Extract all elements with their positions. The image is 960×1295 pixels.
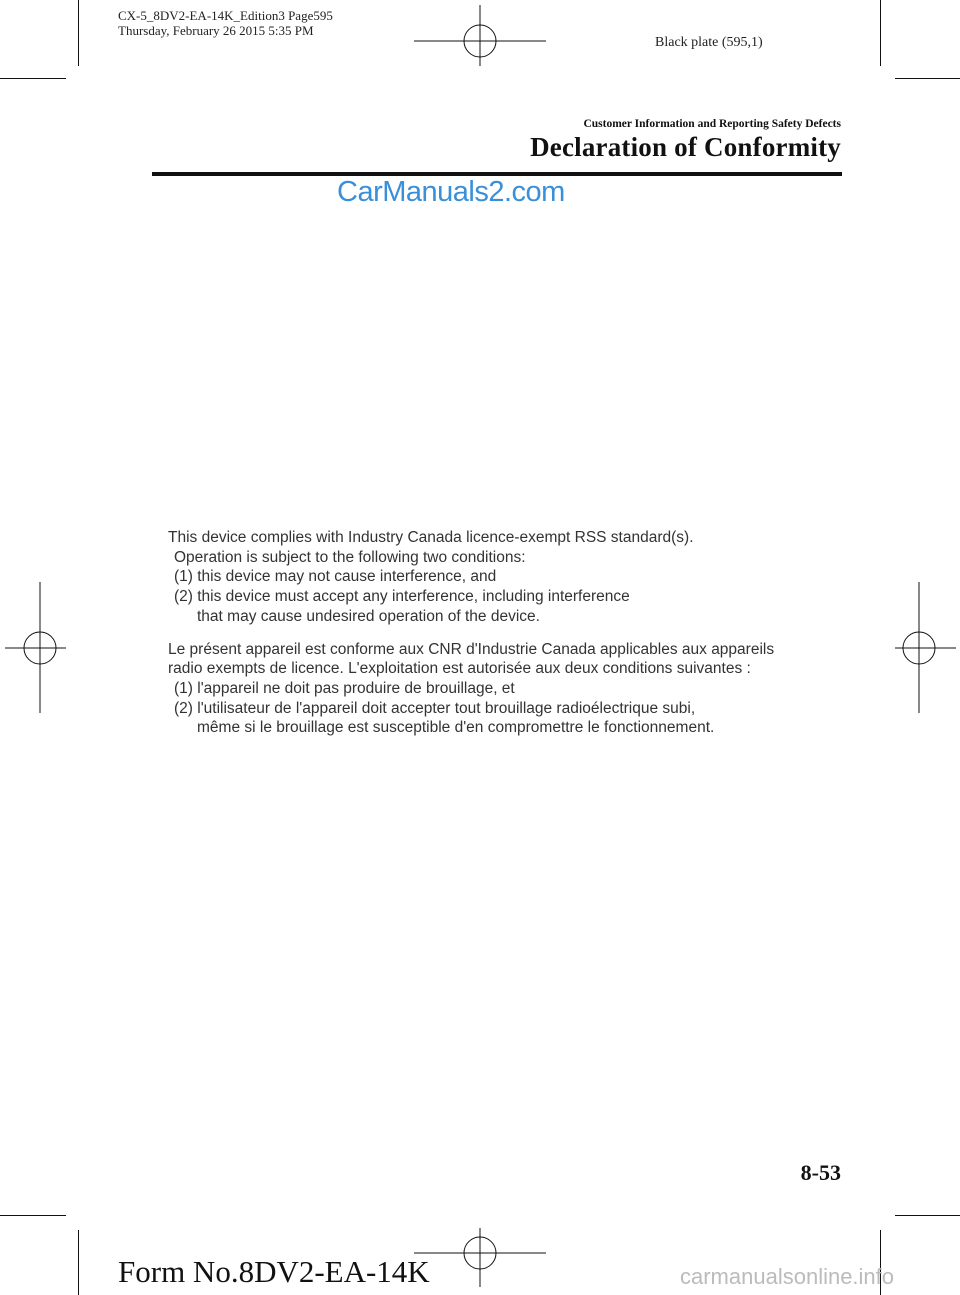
registration-mark-bottom: [414, 1225, 546, 1295]
notice-fr-line: (1) l'appareil ne doit pas produire de brouillage, et: [174, 679, 515, 697]
notice-en-line: This device complies with Industry Canada licence-exempt RSS standard(s).: [168, 529, 694, 546]
registration-mark-top: [414, 0, 546, 70]
print-meta-line1: CX-5_8DV2-EA-14K_Edition3 Page595: [118, 8, 333, 23]
crop-mark: [0, 1215, 66, 1216]
crop-mark: [0, 78, 66, 79]
compliance-notice: [168, 528, 838, 738]
registration-mark-left: [0, 580, 70, 715]
print-meta-line2: Thursday, February 26 2015 5:35 PM: [118, 23, 314, 38]
notice-fr-line: radio exempts de licence. L'exploitation est autorisée aux deux conditions suivantes :: [168, 660, 751, 678]
form-number: Form No.8DV2-EA-14K: [118, 1254, 430, 1289]
registration-mark-right: [890, 580, 960, 715]
notice-fr-line: même si le brouillage est susceptible d'en compromettre le fonctionnement.: [197, 719, 715, 737]
notice-fr-line: (2) l'utilisateur de l'appareil doit accepter tout brouillage radioélectrique subi,: [174, 699, 696, 717]
notice-en-line: Operation is subject to the following two conditions:: [174, 548, 526, 566]
page-number: 8-53: [800, 1160, 841, 1185]
crop-mark: [78, 1230, 79, 1295]
notice-en-line: (1) this device may not cause interference, and: [174, 568, 497, 586]
section-label: Customer Information and Reporting Safety Defects: [583, 118, 841, 130]
footer-watermark: carmanualsonline.info: [680, 1264, 895, 1289]
notice-en-line: that may cause undesired operation of the device.: [197, 607, 540, 625]
crop-mark: [895, 1215, 960, 1216]
notice-fr-line: Le présent appareil est conforme aux CNR d'Industrie Canada applicables aux appareils: [168, 640, 775, 658]
crop-mark: [895, 78, 960, 79]
crop-mark: [880, 0, 881, 66]
plate-label: Black plate (595,1): [655, 35, 763, 50]
print-metadata: [118, 8, 333, 38]
crop-mark: [78, 0, 79, 66]
page-title: Declaration of Conformity: [530, 132, 841, 162]
notice-en-line: (2) this device must accept any interference, including interference: [174, 588, 630, 606]
watermark-logo: CarManuals2.com: [337, 176, 565, 208]
